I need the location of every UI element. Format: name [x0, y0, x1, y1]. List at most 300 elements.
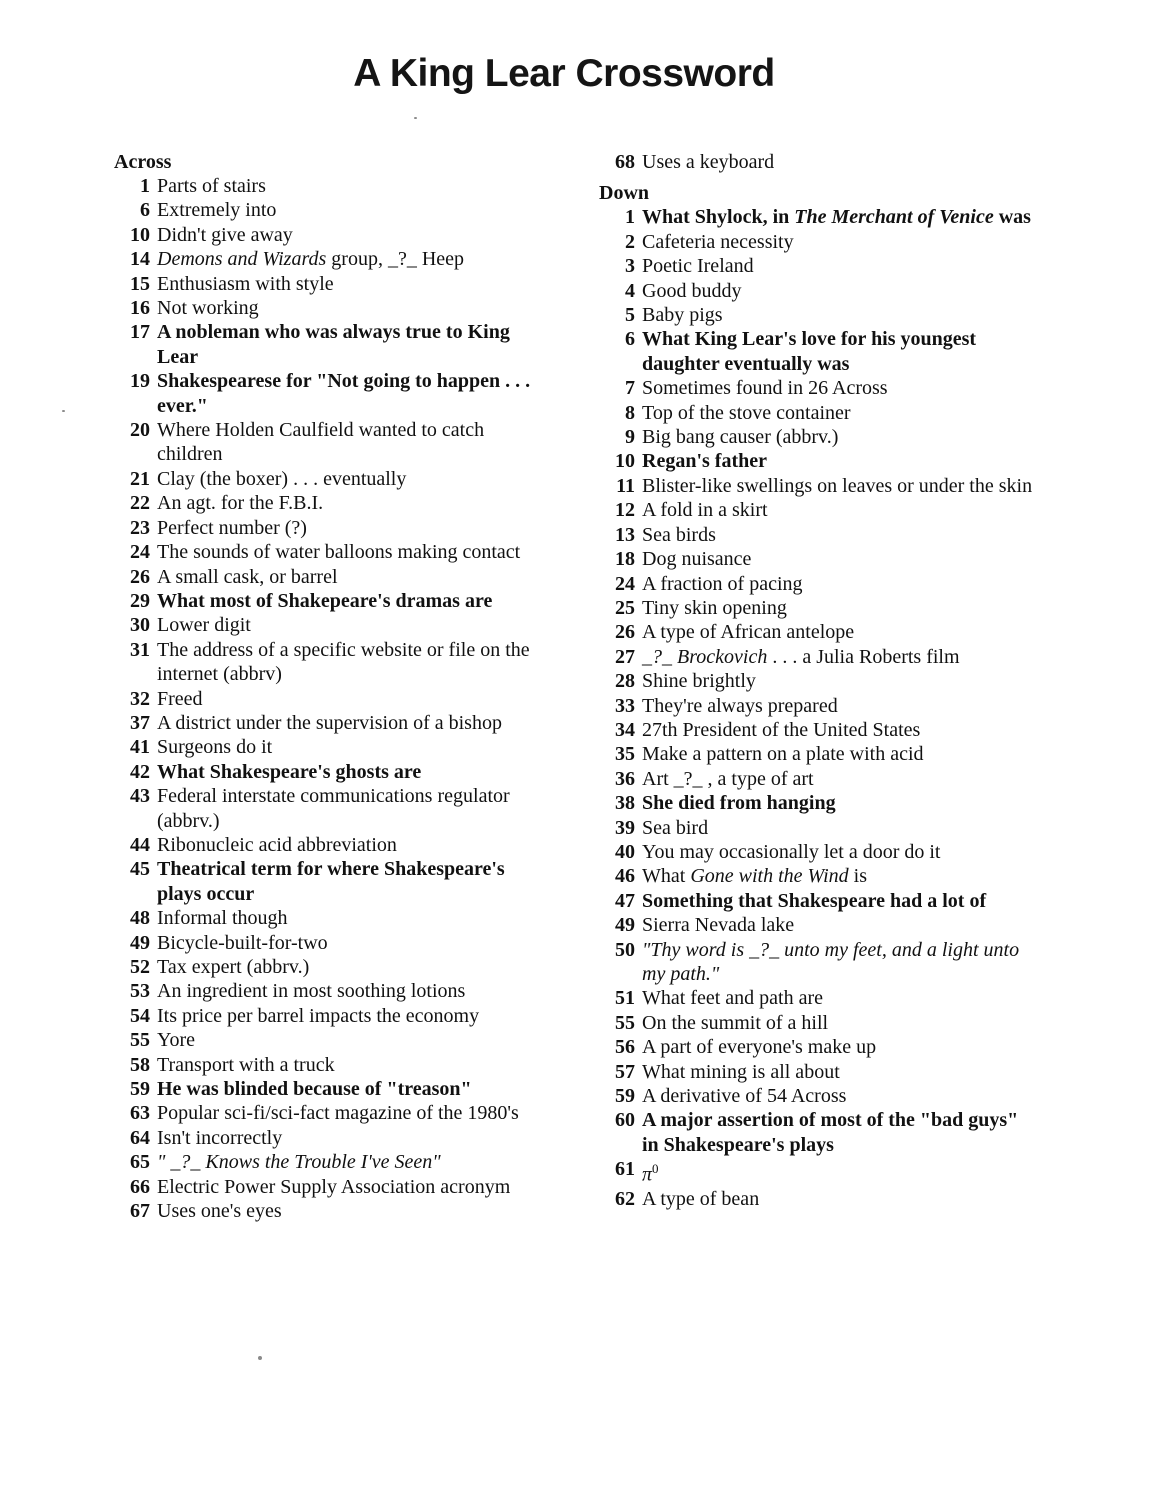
down-clue [599, 1035, 1039, 1059]
down-clue [599, 1187, 1039, 1211]
clue-text-part: Shine brightly [642, 670, 756, 693]
down-clue [599, 718, 1039, 742]
clue-text-part: Demons and Wizards [157, 248, 327, 271]
down-clue [599, 913, 1039, 937]
across-clue [114, 955, 554, 979]
clue-text [642, 498, 1039, 522]
clue-text-part: A nobleman who was always true to King Lear [157, 321, 510, 368]
clue-number: 21 [130, 467, 150, 490]
clue-text [642, 303, 1039, 327]
clue-number: 67 [130, 1200, 150, 1223]
clue-number: 23 [130, 516, 150, 539]
clue-text [642, 913, 1039, 937]
across-clue [114, 1028, 554, 1052]
clue-number: 63 [130, 1102, 150, 1125]
clue-text-part: A type of African antelope [642, 621, 855, 644]
down-clue [599, 1084, 1039, 1108]
down-clue [599, 986, 1039, 1010]
down-clue [599, 938, 1039, 987]
clue-text [642, 620, 1039, 644]
clue-text-part: What Shylock, in [642, 206, 795, 229]
clue-number: 41 [130, 736, 150, 759]
clue-number: 44 [130, 833, 150, 856]
clue-text [642, 1060, 1039, 1084]
clue-text [157, 857, 554, 906]
clue-text [157, 174, 554, 198]
down-clue [599, 230, 1039, 254]
across-clue [114, 589, 554, 613]
clue-number: 55 [130, 1029, 150, 1052]
clue-text-part: A derivative of 54 Across [642, 1085, 847, 1108]
clue-text [157, 906, 554, 930]
across-clue-list-continued [599, 150, 1039, 174]
scan-speck [414, 117, 417, 119]
clue-number: 30 [130, 614, 150, 637]
clue-text-part: Freed [157, 687, 203, 710]
down-clue [599, 889, 1039, 913]
clue-text-part: Didn't give away [157, 223, 293, 246]
clue-text-part: Uses a keyboard [642, 151, 775, 173]
clue-text-part: Good buddy [642, 279, 742, 302]
clue-number: 57 [615, 1060, 635, 1083]
clue-number: 52 [130, 956, 150, 978]
clue-text [157, 1175, 554, 1199]
clue-text [642, 572, 1039, 596]
clue-text [157, 565, 554, 589]
clue-text-part: 0 [652, 1161, 659, 1177]
clue-text [642, 150, 1039, 174]
clue-number: 18 [615, 548, 635, 571]
clue-text [642, 376, 1039, 400]
across-clue [114, 784, 554, 833]
across-clue [114, 540, 554, 564]
clue-text-part: Tax expert (abbrv.) [157, 956, 310, 978]
clue-text-part: Baby pigs [642, 304, 723, 327]
clue-text-part: Sometimes found in 26 Across [642, 377, 888, 400]
clue-text-part: Blister-like swellings on leaves or under the skin [642, 474, 1033, 497]
clue-text-part: Transport with a truck [157, 1053, 335, 1076]
clue-text [157, 760, 554, 784]
down-clue [599, 1011, 1039, 1035]
clue-text [157, 1053, 554, 1077]
clue-text [642, 1011, 1039, 1035]
clue-text-part: Clay (the boxer) . . . eventually [157, 467, 407, 490]
clue-number: 20 [130, 419, 150, 442]
clue-text-part: He was blinded because of "treason" [157, 1078, 472, 1101]
clue-text [642, 205, 1039, 229]
clue-text-part: Not working [157, 297, 259, 320]
across-clue [114, 833, 554, 857]
across-clue [114, 1150, 554, 1174]
down-clue [599, 449, 1039, 473]
left-column [114, 150, 554, 1223]
clue-text [157, 955, 554, 979]
clue-text-part: is [848, 865, 867, 888]
clue-text-part: The sounds of water balloons making contact [157, 541, 521, 564]
clue-text [642, 596, 1039, 620]
down-clue [599, 254, 1039, 278]
clue-number: 12 [615, 499, 635, 522]
clue-text [157, 198, 554, 222]
clue-number: 1 [140, 175, 150, 197]
clue-number: 50 [615, 938, 635, 961]
clue-number: 61 [615, 1158, 635, 1181]
clue-text [157, 1101, 554, 1125]
across-clue [114, 1053, 554, 1077]
clue-text [157, 223, 554, 247]
clue-text [157, 296, 554, 320]
clue-text [642, 864, 1039, 888]
clue-number: 51 [615, 987, 635, 1010]
down-clue [599, 669, 1039, 693]
clue-number: 6 [140, 199, 150, 222]
clue-text [157, 833, 554, 857]
down-clue [599, 742, 1039, 766]
across-clue [114, 1101, 554, 1125]
clue-text [642, 742, 1039, 766]
clue-text [642, 1187, 1039, 1211]
clue-text [642, 840, 1039, 864]
clue-text [157, 369, 554, 418]
clue-number: 37 [130, 711, 150, 734]
across-clue [114, 565, 554, 589]
clue-number: 68 [615, 151, 635, 173]
across-clue [114, 1199, 554, 1223]
down-clue [599, 401, 1039, 425]
clue-text-part: The address of a specific website or file on the internet (abbrv) [157, 638, 530, 686]
clue-text [642, 986, 1039, 1010]
clue-text-part: "Thy word is _?_ unto my feet, and a light unto my path." [642, 938, 1020, 985]
clue-number: 7 [625, 377, 635, 400]
clue-text-part: Sierra Nevada lake [642, 914, 795, 937]
clue-number: 22 [130, 492, 150, 515]
down-clue [599, 694, 1039, 718]
clue-text-part: Yore [157, 1029, 195, 1052]
clue-text [642, 547, 1039, 571]
across-clue [114, 857, 554, 906]
clue-text [157, 1126, 554, 1150]
clue-number: 43 [130, 785, 150, 808]
clue-number: 33 [615, 694, 635, 717]
clue-number: 3 [625, 255, 635, 278]
clue-text-part: . . . a Julia Roberts film [767, 645, 960, 668]
clue-text-part: What Shakespeare's ghosts are [157, 760, 422, 783]
clue-number: 54 [130, 1004, 150, 1027]
down-clue [599, 547, 1039, 571]
clue-text [157, 491, 554, 515]
clue-text-part: An agt. for the F.B.I. [157, 492, 324, 515]
clue-number: 47 [615, 889, 635, 912]
clue-text-part: What King Lear's love for his youngest daughter eventually was [642, 328, 977, 375]
down-clue [599, 279, 1039, 303]
clue-text-part: Its price per barrel impacts the economy [157, 1004, 480, 1027]
clue-text-part: Bicycle-built-for-two [157, 931, 328, 954]
clue-number: 46 [615, 865, 635, 888]
down-clue [599, 791, 1039, 815]
clue-number: 8 [625, 401, 635, 424]
clue-number: 36 [615, 767, 635, 790]
clue-text [157, 247, 554, 271]
clue-number: 59 [615, 1085, 635, 1108]
clue-text-part: A district under the supervision of a bishop [157, 711, 502, 734]
clue-text-part: What feet and path are [642, 987, 824, 1010]
clue-text-part: A small cask, or barrel [157, 565, 338, 588]
clue-text [157, 1199, 554, 1223]
across-clue [114, 418, 554, 467]
clue-text [157, 784, 554, 833]
clue-text [157, 735, 554, 759]
clue-text [157, 931, 554, 955]
clue-number: 29 [130, 589, 150, 612]
clue-text-part: π [642, 1163, 653, 1186]
clue-number: 11 [616, 474, 635, 497]
clue-number: 58 [130, 1053, 150, 1076]
across-clue [114, 1077, 554, 1101]
clue-text [642, 279, 1039, 303]
clue-number: 10 [615, 450, 635, 473]
clue-text-part: Sea bird [642, 816, 709, 839]
clue-text-part: Sea birds [642, 523, 716, 546]
down-clue [599, 596, 1039, 620]
clue-text-part: Top of the stove container [642, 401, 851, 424]
clue-text-part: Federal interstate communications regulator (abbrv.) [157, 785, 510, 832]
clue-text [642, 230, 1039, 254]
across-clue [114, 296, 554, 320]
clue-text-part: A fraction of pacing [642, 572, 803, 595]
clue-number: 26 [130, 565, 150, 588]
down-clue [599, 376, 1039, 400]
down-clue [599, 572, 1039, 596]
clue-text-part: A fold in a skirt [642, 499, 768, 522]
clue-number: 13 [615, 523, 635, 546]
across-clue [114, 1175, 554, 1199]
clue-text-part: You may occasionally let a door do it [642, 840, 941, 863]
clue-text [642, 1157, 1039, 1187]
down-clue-list [599, 205, 1039, 1211]
clue-text [642, 401, 1039, 425]
clue-text-part: Dog nuisance [642, 548, 752, 571]
clue-text-part: Big bang causer (abbrv.) [642, 426, 839, 449]
across-clue [114, 613, 554, 637]
clue-number: 38 [615, 792, 635, 815]
clue-text [642, 254, 1039, 278]
clue-text-part: Surgeons do it [157, 736, 273, 759]
across-clue [114, 369, 554, 418]
clue-text-part: Poetic Ireland [642, 255, 754, 278]
clue-text-part: Something that Shakespeare had a lot of [642, 889, 987, 912]
clue-text-part: Informal though [157, 907, 288, 930]
clue-number: 34 [615, 718, 635, 741]
across-clue [114, 467, 554, 491]
page-title: A King Lear Crossword [353, 52, 775, 95]
clue-text-part: The Merchant of Venice [794, 206, 994, 229]
clue-text [642, 425, 1039, 449]
clue-number: 24 [130, 541, 150, 564]
across-clue-list [114, 174, 554, 1223]
clue-text [157, 711, 554, 735]
clue-text [157, 1077, 554, 1101]
clue-number: 66 [130, 1175, 150, 1198]
down-clue [599, 425, 1039, 449]
clue-text [642, 767, 1039, 791]
across-clue [114, 320, 554, 369]
clue-text-part: A major assertion of most of the "bad guys" in Shakespeare's plays [642, 1109, 1019, 1156]
across-clue [114, 1126, 554, 1150]
across-clue [114, 638, 554, 687]
clue-text-part: An ingredient in most soothing lotions [157, 980, 466, 1003]
across-clue [114, 174, 554, 198]
clue-text-part: What mining is all about [642, 1060, 840, 1083]
scan-speck [62, 410, 65, 412]
clue-number: 35 [615, 743, 635, 766]
clue-number: 53 [130, 980, 150, 1003]
clue-text [642, 669, 1039, 693]
clue-number: 27 [615, 645, 635, 668]
clue-number: 42 [130, 760, 150, 783]
down-clue [599, 816, 1039, 840]
down-clue [599, 1060, 1039, 1084]
clue-text [157, 516, 554, 540]
clue-text [157, 1150, 554, 1174]
clue-number: 4 [625, 279, 635, 302]
clue-text-part: Extremely into [157, 199, 277, 222]
clue-number: 1 [625, 206, 635, 229]
clue-text [157, 979, 554, 1003]
clue-text-part: What [642, 865, 691, 888]
across-clue [114, 687, 554, 711]
clue-text [642, 1084, 1039, 1108]
clue-number: 59 [130, 1078, 150, 1101]
clue-text-part: Popular sci-fi/sci-fact magazine of the 1980's [157, 1102, 519, 1125]
clue-number: 62 [615, 1188, 635, 1211]
clue-text-part: Make a pattern on a plate with acid [642, 743, 924, 766]
down-clue [599, 498, 1039, 522]
clue-text [642, 938, 1039, 987]
clue-text-part: Theatrical term for where Shakespeare's plays occur [157, 858, 505, 905]
clue-text-part: was [993, 206, 1031, 229]
across-clue [599, 150, 1039, 174]
clue-number: 40 [615, 840, 635, 863]
clue-number: 65 [130, 1151, 150, 1174]
clue-text-part: Parts of stairs [157, 175, 266, 197]
clue-text [157, 613, 554, 637]
across-clue [114, 223, 554, 247]
clue-text [642, 1035, 1039, 1059]
clue-text [157, 320, 554, 369]
clue-number: 26 [615, 621, 635, 644]
clue-number: 9 [625, 426, 635, 449]
clue-text-part: On the summit of a hill [642, 1011, 829, 1034]
clue-text [157, 1004, 554, 1028]
clue-text-part: Art _?_ , a type of art [642, 767, 814, 790]
clue-text [642, 474, 1039, 498]
clue-number: 49 [615, 914, 635, 937]
clue-text-part: What most of Shakepeare's dramas are [157, 589, 493, 612]
clue-number: 2 [625, 230, 635, 253]
across-heading: Across [114, 151, 172, 173]
scan-speck [258, 1356, 262, 1360]
clue-number: 25 [615, 596, 635, 619]
across-clue [114, 760, 554, 784]
down-clue [599, 327, 1039, 376]
down-clue [599, 864, 1039, 888]
clue-text [642, 816, 1039, 840]
clue-text-part: " _?_ Knows the Trouble I've Seen" [157, 1151, 441, 1174]
clue-number: 15 [130, 272, 150, 295]
down-clue [599, 645, 1039, 669]
down-clue [599, 620, 1039, 644]
clue-number: 64 [130, 1126, 150, 1149]
clue-text-part: Electric Power Supply Association acronym [157, 1175, 511, 1198]
clue-text [157, 272, 554, 296]
across-clue [114, 198, 554, 222]
clue-number: 55 [615, 1011, 635, 1034]
clue-text-part: Cafeteria necessity [642, 230, 794, 253]
clue-text [642, 449, 1039, 473]
across-clue [114, 516, 554, 540]
clue-number: 49 [130, 931, 150, 954]
clue-text-part: Gone with the Wind [690, 865, 849, 888]
clue-text-part: group, _?_ Heep [326, 248, 465, 271]
clue-number: 32 [130, 687, 150, 710]
clue-text-part: A part of everyone's make up [642, 1036, 877, 1059]
down-clue [599, 523, 1039, 547]
clue-number: 10 [130, 223, 150, 246]
clue-text [642, 327, 1039, 376]
down-clue [599, 840, 1039, 864]
clue-text-part: 27th President of the United States [642, 718, 921, 741]
clue-text [157, 589, 554, 613]
across-clue [114, 931, 554, 955]
clue-text-part: Perfect number (?) [157, 516, 307, 539]
clue-text [157, 1028, 554, 1052]
clue-text-part: Ribonucleic acid abbreviation [157, 833, 397, 856]
clue-text [642, 645, 1039, 669]
right-column [599, 150, 1039, 1212]
across-clue [114, 272, 554, 296]
down-clue [599, 474, 1039, 498]
clue-text-part: Enthusiasm with style [157, 272, 334, 295]
clue-number: 48 [130, 907, 150, 930]
clue-text-part: A type of bean [642, 1188, 760, 1211]
clue-number: 19 [130, 370, 150, 393]
clue-text [642, 694, 1039, 718]
clue-number: 5 [625, 304, 635, 327]
across-clue [114, 979, 554, 1003]
down-clue [599, 1108, 1039, 1157]
clue-text [157, 687, 554, 711]
down-clue [599, 303, 1039, 327]
clue-number: 60 [615, 1109, 635, 1132]
clue-text-part: Isn't incorrectly [157, 1126, 283, 1149]
clue-text-part: Where Holden Caulfield wanted to catch children [157, 419, 485, 466]
clue-text [157, 638, 554, 687]
across-clue [114, 711, 554, 735]
clue-text-part: Shakespearese for "Not going to happen . . . ever." [157, 370, 531, 417]
clue-number: 45 [130, 858, 150, 881]
clue-text-part: She died from hanging [642, 792, 836, 815]
clue-text [157, 467, 554, 491]
clue-number: 17 [130, 321, 150, 344]
clue-number: 6 [625, 328, 635, 351]
clue-text-part: Regan's father [642, 450, 767, 473]
clue-text-part: Lower digit [157, 614, 251, 637]
down-clue [599, 205, 1039, 229]
clue-number: 14 [130, 248, 150, 271]
down-clue [599, 1157, 1039, 1187]
clue-number: 56 [615, 1036, 635, 1059]
across-clue [114, 906, 554, 930]
